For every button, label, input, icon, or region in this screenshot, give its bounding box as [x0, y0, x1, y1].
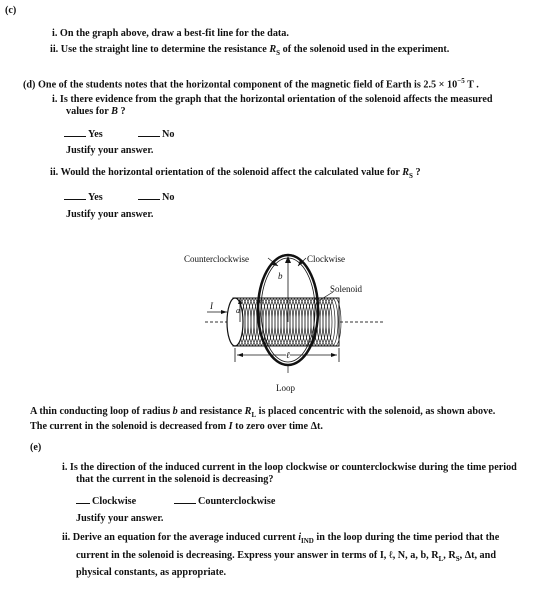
length-ell-label: ℓ — [286, 350, 290, 360]
radius-a-label: a — [236, 306, 240, 315]
part-e-justify: Justify your answer. — [76, 513, 164, 524]
part-d-i-line2: values for B ? — [66, 106, 126, 117]
part-e-i-line2: that the current in the solenoid is decreasing? — [76, 474, 274, 485]
part-e-i-line1: i. Is the direction of the induced current in the loop clockwise or counterclockwise during the time period — [62, 462, 517, 473]
part-d-ii-justify: Justify your answer. — [66, 209, 154, 220]
part-d-i-yes[interactable]: Yes — [64, 127, 103, 141]
current-I-label: I — [210, 301, 213, 311]
paragraph-line1: A thin conducting loop of radius b and resistance $R_L$ is placed concentric with the solenoid, as shown above. — [30, 406, 496, 420]
counterclockwise-label: Counterclockwise — [184, 254, 249, 264]
part-e-clockwise-option[interactable]: Clockwise — [76, 494, 136, 508]
solenoid-label: Solenoid — [330, 284, 363, 294]
part-e-counterclockwise-option[interactable]: Counterclockwise — [174, 494, 275, 508]
part-e-ii-line1: ii. Derive an equation for the average induced current $i_{IND}$ in the loop during the time period that the — [62, 532, 500, 546]
part-d-ii-yes[interactable]: Yes — [64, 190, 103, 204]
loop-label: Loop — [276, 383, 295, 393]
part-d-intro: (d) One of the students notes that the horizontal component of the magnetic field of Earth is $2.5 \times 10^{-5}$ T . — [23, 77, 479, 91]
solenoid-left-end — [227, 298, 243, 346]
part-d-ii: ii. Would the horizontal orientation of the solenoid affect the calculated value for $R_S$ ? — [50, 167, 421, 181]
part-e-label: (e) — [30, 442, 42, 453]
paragraph-line2: The current in the solenoid is decreased from I to zero over time Δt. — [30, 421, 323, 432]
part-d-i-no[interactable]: No — [138, 127, 174, 141]
part-e-ii-line2: current in the solenoid is decreasing. Express your answer in terms of I, ℓ, N, a, b, $R_L$, $R_S$, Δt, and — [76, 550, 496, 564]
part-c-ii: ii. Use the straight line to determine the resistance $R_S$ of the solenoid used in the experiment. — [50, 44, 450, 58]
clockwise-label: Clockwise — [307, 254, 345, 264]
part-d-i-justify: Justify your answer. — [66, 145, 154, 156]
part-c-i: i. On the graph above, draw a best-fit line for the data. — [52, 28, 289, 39]
part-d-ii-no[interactable]: No — [138, 190, 174, 204]
radius-b-arrowhead — [285, 256, 291, 263]
part-d-i-line1: i. Is there evidence from the graph that the horizontal orientation of the solenoid affects the measured — [52, 94, 493, 105]
part-c-label: (c) — [5, 5, 17, 16]
part-e-ii-line3: physical constants, as appropriate. — [76, 567, 227, 578]
radius-b-label: b — [278, 271, 283, 281]
